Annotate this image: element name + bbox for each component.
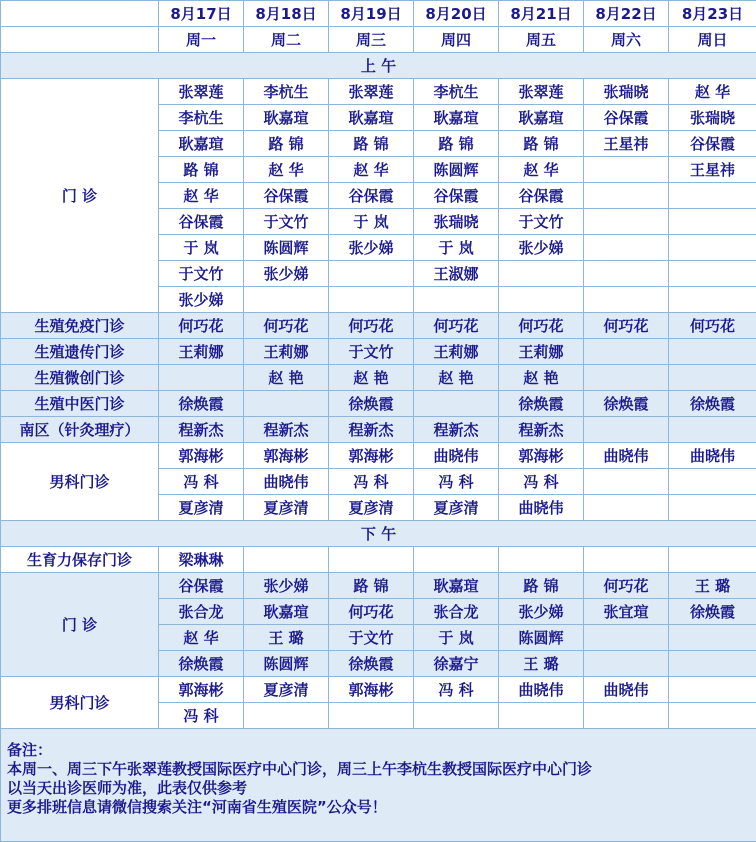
doctor-cell: 赵 艳 [414,365,499,391]
doctor-cell: 王莉娜 [414,339,499,365]
doctor-cell: 郭海彬 [329,677,414,703]
doctor-cell: 赵 华 [669,79,756,105]
table-row [1,547,756,573]
doctor-cell: 程新杰 [329,417,414,443]
doctor-cell [499,547,584,573]
doctor-cell [669,625,756,651]
doctor-cell: 徐焕霞 [584,391,669,417]
doctor-cell [584,469,669,495]
doctor-cell [584,261,669,287]
doctor-cell: 于文竹 [159,261,244,287]
weekday-header: 周一 [159,27,244,53]
doctor-cell [669,495,756,521]
doctor-cell: 张瑞晓 [669,105,756,131]
doctor-cell [669,703,756,729]
doctor-cell [584,547,669,573]
doctor-cell: 张少娣 [159,287,244,313]
doctor-cell: 谷保霞 [244,183,329,209]
date-row [1,1,756,27]
doctor-cell [584,209,669,235]
corner-cell [1,1,159,27]
notes-title: 备注： [7,741,750,760]
weekday-header: 周三 [329,27,414,53]
doctor-cell: 徐焕霞 [669,599,756,625]
weekday-header: 周五 [499,27,584,53]
doctor-cell: 曲晓伟 [584,677,669,703]
doctor-cell [669,417,756,443]
dept-label: 南区（针灸理疗） [1,417,159,443]
doctor-cell [414,703,499,729]
doctor-cell: 徐焕霞 [159,651,244,677]
doctor-cell [414,287,499,313]
doctor-cell [584,235,669,261]
doctor-cell: 曲晓伟 [499,677,584,703]
doctor-cell: 何巧花 [669,313,756,339]
dept-label: 生殖中医门诊 [1,391,159,417]
doctor-cell [669,235,756,261]
doctor-cell: 夏彦清 [244,495,329,521]
date-header: 8月19日 [329,1,414,27]
doctor-cell: 谷保霞 [159,209,244,235]
doctor-cell: 张翠莲 [329,79,414,105]
doctor-cell: 赵 华 [329,157,414,183]
doctor-cell [669,651,756,677]
doctor-cell: 郭海彬 [244,443,329,469]
doctor-cell: 路 锦 [414,131,499,157]
doctor-cell: 谷保霞 [499,183,584,209]
doctor-cell: 曲晓伟 [584,443,669,469]
doctor-cell: 程新杰 [244,417,329,443]
doctor-cell [669,261,756,287]
doctor-cell: 于文竹 [499,209,584,235]
doctor-cell: 张合龙 [159,599,244,625]
doctor-cell: 程新杰 [159,417,244,443]
doctor-cell: 张少娣 [329,235,414,261]
doctor-cell: 陈圆辉 [499,625,584,651]
doctor-cell: 曲晓伟 [414,443,499,469]
doctor-cell: 徐焕霞 [159,391,244,417]
date-header: 8月20日 [414,1,499,27]
doctor-cell [244,287,329,313]
doctor-cell: 徐焕霞 [669,391,756,417]
doctor-cell: 于文竹 [244,209,329,235]
doctor-cell [584,495,669,521]
doctor-cell [584,365,669,391]
doctor-cell: 谷保霞 [414,183,499,209]
table-row [1,417,756,443]
doctor-cell [669,339,756,365]
weekday-header: 周四 [414,27,499,53]
doctor-cell: 谷保霞 [329,183,414,209]
doctor-cell [669,365,756,391]
doctor-cell: 于 岚 [414,625,499,651]
doctor-cell: 路 锦 [329,131,414,157]
doctor-cell [584,157,669,183]
section-row [1,521,756,547]
note-line: 以当天出诊医师为准，此表仅供参考 [7,779,750,798]
notes-row [1,729,756,842]
section-afternoon: 下 午 [1,521,756,547]
dept-label: 男科门诊 [1,443,159,521]
corner-cell [1,27,159,53]
doctor-cell: 郭海彬 [329,443,414,469]
doctor-cell: 赵 华 [159,625,244,651]
doctor-cell: 路 锦 [329,573,414,599]
doctor-cell [584,625,669,651]
doctor-cell: 谷保霞 [159,573,244,599]
doctor-cell: 何巧花 [584,573,669,599]
doctor-cell: 王星祎 [584,131,669,157]
doctor-cell: 郭海彬 [159,677,244,703]
doctor-cell: 耿嘉瑄 [499,105,584,131]
doctor-cell [414,547,499,573]
doctor-cell: 徐焕霞 [499,391,584,417]
note-line: 本周一、周三下午张翠莲教授国际医疗中心门诊，周三上午李杭生教授国际医疗中心门诊 [7,760,750,779]
doctor-cell: 于文竹 [329,625,414,651]
doctor-cell [244,703,329,729]
notes [1,729,756,842]
doctor-cell: 张翠莲 [159,79,244,105]
doctor-cell [669,547,756,573]
doctor-cell: 冯 科 [414,677,499,703]
doctor-cell [244,391,329,417]
doctor-cell [584,417,669,443]
doctor-cell: 冯 科 [159,703,244,729]
date-header: 8月22日 [584,1,669,27]
dept-label: 生殖免疫门诊 [1,313,159,339]
doctor-cell: 于文竹 [329,339,414,365]
doctor-cell: 程新杰 [499,417,584,443]
doctor-cell: 王莉娜 [159,339,244,365]
doctor-cell: 冯 科 [499,469,584,495]
doctor-cell: 徐焕霞 [329,651,414,677]
doctor-cell [584,183,669,209]
doctor-cell: 赵 华 [499,157,584,183]
date-header: 8月23日 [669,1,756,27]
doctor-cell: 何巧花 [584,313,669,339]
doctor-cell: 冯 科 [329,469,414,495]
doctor-cell: 张少娣 [499,599,584,625]
table-row [1,443,756,469]
doctor-cell: 何巧花 [244,313,329,339]
note-line: 更多排班信息请微信搜索关注“河南省生殖医院”公众号！ [7,798,750,817]
doctor-cell: 徐焕霞 [329,391,414,417]
table-row [1,677,756,703]
doctor-cell [584,339,669,365]
doctor-cell: 王 璐 [499,651,584,677]
doctor-cell: 曲晓伟 [499,495,584,521]
doctor-cell: 何巧花 [499,313,584,339]
doctor-cell: 赵 华 [244,157,329,183]
doctor-cell: 程新杰 [414,417,499,443]
doctor-cell: 夏彦清 [244,677,329,703]
doctor-cell: 王莉娜 [244,339,329,365]
doctor-cell: 于 岚 [329,209,414,235]
doctor-cell: 李杭生 [414,79,499,105]
date-header: 8月21日 [499,1,584,27]
doctor-cell: 谷保霞 [584,105,669,131]
weekday-header: 周二 [244,27,329,53]
doctor-cell: 冯 科 [414,469,499,495]
doctor-cell: 张少娣 [244,261,329,287]
table-row [1,365,756,391]
doctor-cell [329,287,414,313]
doctor-cell [244,547,329,573]
doctor-cell [329,703,414,729]
doctor-cell: 于 岚 [414,235,499,261]
doctor-cell: 郭海彬 [499,443,584,469]
doctor-cell: 夏彦清 [329,495,414,521]
doctor-cell: 夏彦清 [159,495,244,521]
doctor-cell: 谷保霞 [669,131,756,157]
doctor-cell: 路 锦 [499,573,584,599]
doctor-cell: 曲晓伟 [244,469,329,495]
doctor-cell: 曲晓伟 [669,443,756,469]
doctor-cell: 徐嘉宁 [414,651,499,677]
dept-label: 生殖微创门诊 [1,365,159,391]
doctor-cell: 王 璐 [244,625,329,651]
date-header: 8月17日 [159,1,244,27]
table-row [1,79,756,105]
table-row [1,313,756,339]
doctor-cell: 路 锦 [159,157,244,183]
doctor-cell: 张翠莲 [499,79,584,105]
doctor-cell: 郭海彬 [159,443,244,469]
doctor-cell [669,287,756,313]
doctor-cell [499,287,584,313]
section-morning: 上 午 [1,53,756,79]
doctor-cell: 张瑞晓 [584,79,669,105]
doctor-cell [159,365,244,391]
doctor-cell: 何巧花 [159,313,244,339]
doctor-cell: 张宜瑄 [584,599,669,625]
date-header: 8月18日 [244,1,329,27]
doctor-cell [669,183,756,209]
doctor-cell: 李杭生 [159,105,244,131]
doctor-cell: 赵 艳 [499,365,584,391]
doctor-cell: 赵 华 [159,183,244,209]
doctor-cell [584,651,669,677]
weekday-row [1,27,756,53]
doctor-cell: 耿嘉瑄 [159,131,244,157]
section-row [1,53,756,79]
doctor-cell: 梁琳琳 [159,547,244,573]
table-row [1,573,756,599]
doctor-cell [584,703,669,729]
doctor-cell [329,547,414,573]
doctor-cell: 耿嘉瑄 [244,599,329,625]
doctor-cell: 耿嘉瑄 [414,105,499,131]
doctor-cell: 李杭生 [244,79,329,105]
dept-label: 门 诊 [1,573,159,677]
weekday-header: 周日 [669,27,756,53]
doctor-cell [669,677,756,703]
doctor-cell: 张少娣 [499,235,584,261]
weekday-header: 周六 [584,27,669,53]
doctor-cell: 王星祎 [669,157,756,183]
doctor-cell [669,469,756,495]
doctor-cell: 于 岚 [159,235,244,261]
doctor-cell [584,287,669,313]
dept-label: 门 诊 [1,79,159,313]
dept-label: 生育力保存门诊 [1,547,159,573]
doctor-cell [329,261,414,287]
doctor-cell: 王莉娜 [499,339,584,365]
doctor-cell: 赵 艳 [244,365,329,391]
doctor-cell: 路 锦 [499,131,584,157]
doctor-cell [414,391,499,417]
table-row [1,391,756,417]
doctor-cell: 何巧花 [414,313,499,339]
doctor-cell: 赵 艳 [329,365,414,391]
dept-label: 男科门诊 [1,677,159,729]
doctor-cell: 耿嘉瑄 [414,573,499,599]
doctor-cell: 王 璐 [669,573,756,599]
doctor-cell [669,209,756,235]
doctor-cell: 何巧花 [329,599,414,625]
doctor-cell [499,261,584,287]
doctor-cell [499,703,584,729]
doctor-cell: 耿嘉瑄 [244,105,329,131]
doctor-cell: 张合龙 [414,599,499,625]
table-row [1,339,756,365]
doctor-cell: 王淑娜 [414,261,499,287]
doctor-cell: 路 锦 [244,131,329,157]
doctor-cell: 陈圆辉 [244,651,329,677]
doctor-cell: 陈圆辉 [414,157,499,183]
doctor-cell: 冯 科 [159,469,244,495]
doctor-cell: 耿嘉瑄 [329,105,414,131]
doctor-cell: 张瑞晓 [414,209,499,235]
doctor-cell: 何巧花 [329,313,414,339]
doctor-cell: 陈圆辉 [244,235,329,261]
doctor-cell: 夏彦清 [414,495,499,521]
dept-label: 生殖遗传门诊 [1,339,159,365]
doctor-cell: 张少娣 [244,573,329,599]
